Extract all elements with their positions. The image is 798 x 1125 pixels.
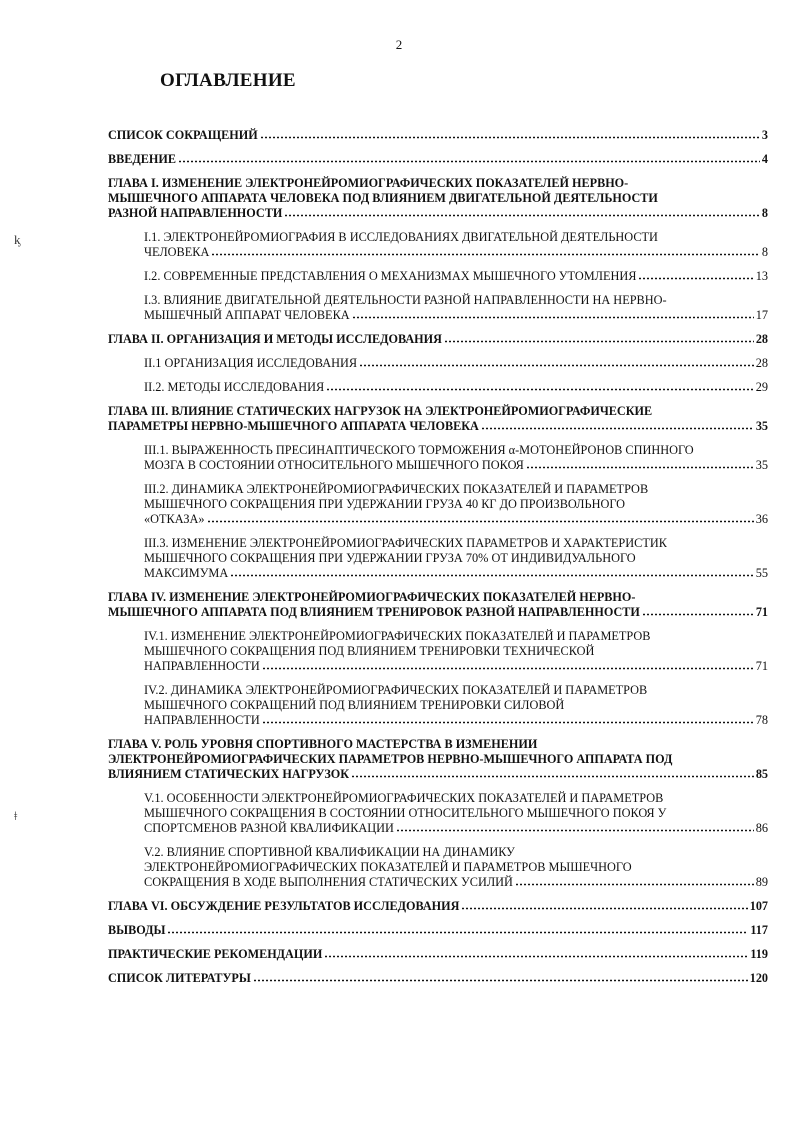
toc-entry-last-line [144,512,768,527]
toc-entry-line: ГЛАВА I. ИЗМЕНЕНИЕ ЭЛЕКТРОНЕЙРОМИОГРАФИЧЕСКИХ ПОКАЗАТЕЛЕЙ НЕРВНО- [108,176,629,190]
toc-entry-line: СПОРТСМЕНОВ РАЗНОЙ КВАЛИФИКАЦИИ [144,821,394,835]
toc-page-number: 86 [755,821,768,835]
toc-entry-line: ВЛИЯНИЕМ СТАТИЧЕСКИХ НАГРУЗОК [108,767,350,781]
dot-leader [211,245,759,256]
toc-page-number: 4 [761,152,768,166]
toc-entry[interactable] [144,482,768,527]
toc-entry-last-line [144,659,768,674]
toc-entry-last-line [144,875,768,890]
page-title: ОГЛАВЛЕНИЕ [160,70,296,91]
dot-leader [326,380,754,391]
dot-leader [352,308,754,319]
toc-entry-line: I.2. СОВРЕМЕННЫЕ ПРЕДСТАВЛЕНИЯ О МЕХАНИЗМАХ МЫШЕЧНОГО УТОМЛЕНИЯ [144,269,637,283]
toc-entry-last-line [108,899,768,914]
toc-entry[interactable] [144,683,768,728]
dot-leader [481,419,754,430]
toc-entry[interactable] [108,176,768,221]
toc-entry-line: ГЛАВА III. ВЛИЯНИЕ СТАТИЧЕСКИХ НАГРУЗОК НА ЭЛЕКТРОНЕЙРОМИОГРАФИЧЕСКИЕ [108,404,653,418]
toc-entry-line: МЫШЕЧНЫЙ АППАРАТ ЧЕЛОВЕКА [144,308,350,322]
toc-entry-last-line [108,971,768,986]
toc-entry-line: «ОТКАЗА» [144,512,205,526]
toc-entry[interactable] [108,737,768,782]
toc-entry-line: ПРАКТИЧЕСКИЕ РЕКОМЕНДАЦИИ [108,947,323,961]
toc-entry-line: МОЗГА В СОСТОЯНИИ ОТНОСИТЕЛЬНОГО МЫШЕЧНОГО ПОКОЯ [144,458,524,472]
toc-page-number: 85 [755,767,768,781]
toc-entry[interactable] [144,536,768,581]
toc-entry-line: НАПРАВЛЕННОСТИ [144,713,260,727]
table-of-contents [108,128,768,995]
toc-entry-last-line [144,245,768,260]
dot-leader [178,152,760,163]
dot-leader [359,356,754,367]
toc-entry-last-line [144,356,768,371]
toc-entry-last-line [144,380,768,395]
toc-entry-last-line [144,269,768,284]
toc-entry-last-line [144,308,768,323]
toc-entry-line: ГЛАВА II. ОРГАНИЗАЦИЯ И МЕТОДЫ ИССЛЕДОВАНИЯ [108,332,442,346]
toc-entry-line: III.2. ДИНАМИКА ЭЛЕКТРОНЕЙРОМИОГРАФИЧЕСКИХ ПОКАЗАТЕЛЕЙ И ПАРАМЕТРОВ [144,482,649,496]
toc-entry-line: ЭЛЕКТРОНЕЙРОМИОГРАФИЧЕСКИХ ПОКАЗАТЕЛЕЙ И ПАРАМЕТРОВ МЫШЕЧНОГО [144,860,632,874]
toc-entry[interactable] [108,152,768,167]
dot-leader [642,605,754,616]
toc-entry-last-line [108,605,768,620]
toc-entry-last-line [144,458,768,473]
toc-entry[interactable] [108,971,768,986]
toc-entry[interactable] [108,899,768,914]
toc-entry-line: МЫШЕЧНОГО СОКРАЩЕНИЙ ПОД ВЛИЯНИЕМ ТРЕНИРОВКИ СИЛОВОЙ [144,698,565,712]
toc-entry[interactable] [144,443,768,473]
toc-entry-line: МЫШЕЧНОГО СОКРАЩЕНИЯ ПОД ВЛИЯНИЕМ ТРЕНИРОВКИ ТЕХНИЧЕСКОЙ [144,644,595,658]
toc-entry-last-line [108,767,768,782]
dot-leader [262,659,754,670]
toc-page-number: 35 [755,419,768,433]
dot-leader [526,458,754,469]
dot-leader [284,206,760,217]
toc-entry-line: IV.2. ДИНАМИКА ЭЛЕКТРОНЕЙРОМИОГРАФИЧЕСКИХ ПОКАЗАТЕЛЕЙ И ПАРАМЕТРОВ [144,683,648,697]
toc-entry-last-line [108,947,768,962]
toc-page-number: 71 [755,605,768,619]
toc-entry[interactable] [108,332,768,347]
dot-leader [396,821,754,832]
toc-entry-line: III.3. ИЗМЕНЕНИЕ ЭЛЕКТРОНЕЙРОМИОГРАФИЧЕСКИХ ПАРАМЕТРОВ И ХАРАКТЕРИСТИК [144,536,667,550]
toc-entry[interactable] [108,923,768,938]
toc-entry[interactable] [144,293,768,323]
toc-page-number: 119 [750,947,768,961]
toc-entry[interactable] [144,230,768,260]
toc-entry-line: ГЛАВА IV. ИЗМЕНЕНИЕ ЭЛЕКТРОНЕЙРОМИОГРАФИЧЕСКИХ ПОКАЗАТЕЛЕЙ НЕРВНО- [108,590,636,604]
toc-entry-last-line [108,128,768,143]
toc-page-number: 36 [755,512,768,526]
toc-entry[interactable] [108,947,768,962]
toc-entry-line: ГЛАВА V. РОЛЬ УРОВНЯ СПОРТИВНОГО МАСТЕРСТВА В ИЗМЕНЕНИИ [108,737,538,751]
toc-entry-line: ПАРАМЕТРЫ НЕРВНО-МЫШЕЧНОГО АППАРАТА ЧЕЛОВЕКА [108,419,479,433]
dot-leader [351,767,754,778]
dot-leader [461,899,747,910]
toc-entry-line: ЭЛЕКТРОНЕЙРОМИОГРАФИЧЕСКИХ ПАРАМЕТРОВ НЕРВНО-МЫШЕЧНОГО АППАРАТА ПОД [108,752,673,766]
toc-entry[interactable] [108,404,768,434]
margin-mark: ᶄ [14,232,21,247]
toc-entry[interactable] [144,356,768,371]
toc-page-number: 8 [761,245,768,259]
toc-page-number: 35 [755,458,768,472]
toc-entry-last-line [144,566,768,581]
toc-entry-line: V.2. ВЛИЯНИЕ СПОРТИВНОЙ КВАЛИФИКАЦИИ НА ДИНАМИКУ [144,845,515,859]
toc-entry-line: МЫШЕЧНОГО СОКРАЩЕНИЯ В СОСТОЯНИИ ОТНОСИТЕЛЬНОГО МЫШЕЧНОГО ПОКОЯ У [144,806,667,820]
toc-entry-line: ГЛАВА VI. ОБСУЖДЕНИЕ РЕЗУЛЬТАТОВ ИССЛЕДОВАНИЯ [108,899,460,913]
toc-entry-line: I.1. ЭЛЕКТРОНЕЙРОМИОГРАФИЯ В ИССЛЕДОВАНИЯХ ДВИГАТЕЛЬНОЙ ДЕЯТЕЛЬНОСТИ [144,230,658,244]
dot-leader [230,566,753,577]
toc-entry-line: СПИСОК СОКРАЩЕНИЙ [108,128,258,142]
dot-leader [260,128,760,139]
toc-entry-last-line [144,821,768,836]
toc-page-number: 28 [755,356,768,370]
toc-page-number: 89 [755,875,768,889]
dot-leader [515,875,754,886]
toc-entry-line: II.2. МЕТОДЫ ИССЛЕДОВАНИЯ [144,380,325,394]
toc-page-number: 17 [755,308,768,322]
dot-leader [324,947,748,958]
toc-entry-line: V.1. ОСОБЕННОСТИ ЭЛЕКТРОНЕЙРОМИОГРАФИЧЕСКИХ ПОКАЗАТЕЛЕЙ И ПАРАМЕТРОВ [144,791,664,805]
toc-entry-line: МАКСИМУМА [144,566,229,580]
toc-entry-line: II.1 ОРГАНИЗАЦИЯ ИССЛЕДОВАНИЯ [144,356,358,370]
toc-entry-last-line [108,152,768,167]
toc-entry-line: МЫШЕЧНОГО СОКРАЩЕНИЯ ПРИ УДЕРЖАНИИ ГРУЗА 40 КГ ДО ПРОИЗВОЛЬНОГО [144,497,626,511]
toc-entry-line: IV.1. ИЗМЕНЕНИЕ ЭЛЕКТРОНЕЙРОМИОГРАФИЧЕСКИХ ПОКАЗАТЕЛЕЙ И ПАРАМЕТРОВ [144,629,651,643]
toc-entry-last-line [108,332,768,347]
dot-leader [253,971,748,982]
toc-page-number: 71 [755,659,768,673]
toc-page-number: 55 [755,566,768,580]
dot-leader [262,713,754,724]
toc-page-number: 117 [750,923,768,937]
toc-entry[interactable] [144,269,768,284]
dot-leader [638,269,753,280]
dot-leader [167,923,748,934]
toc-entry-line: ВВЕДЕНИЕ [108,152,176,166]
toc-entry-line: НАПРАВЛЕННОСТИ [144,659,260,673]
toc-page-number: 29 [755,380,768,394]
dot-leader [207,512,754,523]
toc-entry-last-line [144,713,768,728]
page-number: 2 [395,37,403,52]
toc-entry-line: I.3. ВЛИЯНИЕ ДВИГАТЕЛЬНОЙ ДЕЯТЕЛЬНОСТИ РАЗНОЙ НАПРАВЛЕННОСТИ НА НЕРВНО- [144,293,667,307]
toc-entry-line: СОКРАЩЕНИЯ В ХОДЕ ВЫПОЛНЕНИЯ СТАТИЧЕСКИХ УСИЛИЙ [144,875,513,889]
toc-entry[interactable] [144,380,768,395]
toc-entry-line: РАЗНОЙ НАПРАВЛЕННОСТИ [108,206,283,220]
toc-page-number: 3 [761,128,768,142]
toc-entry-line: ВЫВОДЫ [108,923,166,937]
toc-page-number: 107 [749,899,768,913]
toc-entry-line: МЫШЕЧНОГО АППАРАТА ЧЕЛОВЕКА ПОД ВЛИЯНИЕМ ДВИГАТЕЛЬНОЙ ДЕЯТЕЛЬНОСТИ [108,191,658,205]
toc-page-number: 28 [755,332,768,346]
toc-entry-last-line [108,923,768,938]
toc-entry-last-line [108,206,768,221]
toc-entry[interactable] [144,629,768,674]
toc-entry-line: МЫШЕЧНОГО СОКРАЩЕНИЯ ПРИ УДЕРЖАНИИ ГРУЗА 70% ОТ ИНДИВИДУАЛЬНОГО [144,551,636,565]
toc-entry-last-line [108,419,768,434]
toc-entry[interactable] [144,791,768,836]
toc-entry-line: III.1. ВЫРАЖЕННОСТЬ ПРЕСИНАПТИЧЕСКОГО ТОРМОЖЕНИЯ α-МОТОНЕЙРОНОВ СПИННОГО [144,443,694,457]
toc-entry[interactable] [108,128,768,143]
toc-page-number: 8 [761,206,768,220]
dot-leader [444,332,754,343]
toc-entry[interactable] [144,845,768,890]
toc-page-number: 78 [755,713,768,727]
toc-entry[interactable] [108,590,768,620]
margin-mark: ǂ [14,808,18,823]
toc-page-number: 13 [755,269,768,283]
toc-entry-line: ЧЕЛОВЕКА [144,245,210,259]
toc-entry-line: МЫШЕЧНОГО АППАРАТА ПОД ВЛИЯНИЕМ ТРЕНИРОВОК РАЗНОЙ НАПРАВЛЕННОСТИ [108,605,640,619]
toc-entry-line: СПИСОК ЛИТЕРАТУРЫ [108,971,251,985]
toc-page-number: 120 [749,971,768,985]
